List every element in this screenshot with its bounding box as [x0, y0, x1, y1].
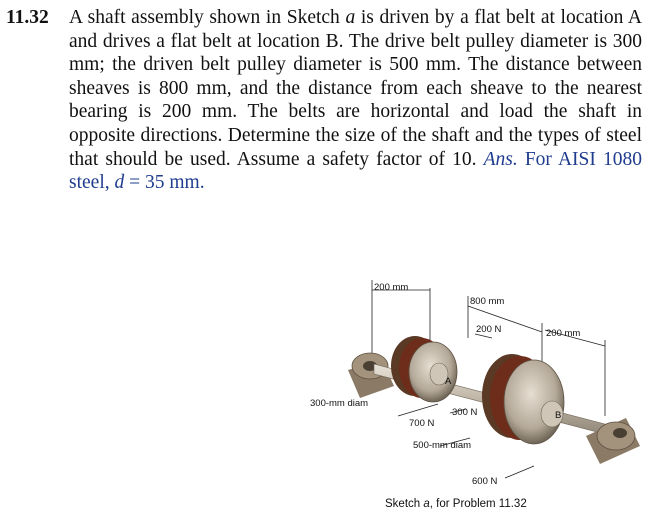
dim-right-label: 200 mm: [546, 328, 581, 339]
point-b-label: B: [555, 410, 562, 421]
force-600-label: 600 N: [472, 476, 498, 487]
point-a-label: A: [445, 376, 452, 387]
caption-letter: a: [423, 498, 430, 510]
figure-caption: [385, 498, 527, 510]
answer-label: Ans.: [483, 148, 518, 170]
pulley-b: [482, 354, 564, 444]
problem-statement: [6, 6, 642, 195]
problem-text: [69, 6, 642, 195]
pulley-a: [391, 336, 457, 402]
shaft-assembly-sketch: [290, 268, 653, 531]
dim-center-label: 800 mm: [470, 296, 505, 307]
diam-500-label: 500-mm diam: [413, 440, 472, 451]
caption-suffix: , for Problem 11.32: [429, 498, 527, 510]
force-200-label: 200 N: [476, 324, 502, 335]
dim-left-label: 200 mm: [374, 282, 409, 293]
problem-number: 11.32: [6, 7, 49, 28]
answer-variable: d: [114, 172, 125, 194]
answer-value: = 35 mm.: [129, 172, 205, 194]
force-300-label: 300 N: [452, 407, 478, 418]
answer-text: For AISI 1080 steel,: [69, 148, 643, 194]
sketch-letter: a: [345, 7, 356, 28]
problem-text-part2: is driven by a flat belt at location A and drives a flat belt at location B. The drive belt pulley diameter is 300 mm; the driven belt pulley diameter is 500 mm. The distance between sheaves is 800 mm, and the distance from each sheave to the nearest bearing is 200 mm. The belts are horizontal and load the shaft in opposite directions. Determine the size of the shaft and the types of steel that should be used. Assume a safety factor of 10.: [69, 7, 642, 170]
force-700-label: 700 N: [409, 418, 435, 429]
caption-prefix: Sketch: [385, 498, 421, 510]
diam-300-label: 300-mm diam: [310, 398, 369, 409]
problem-text-part1: A shaft assembly shown in Sketch: [69, 7, 340, 28]
